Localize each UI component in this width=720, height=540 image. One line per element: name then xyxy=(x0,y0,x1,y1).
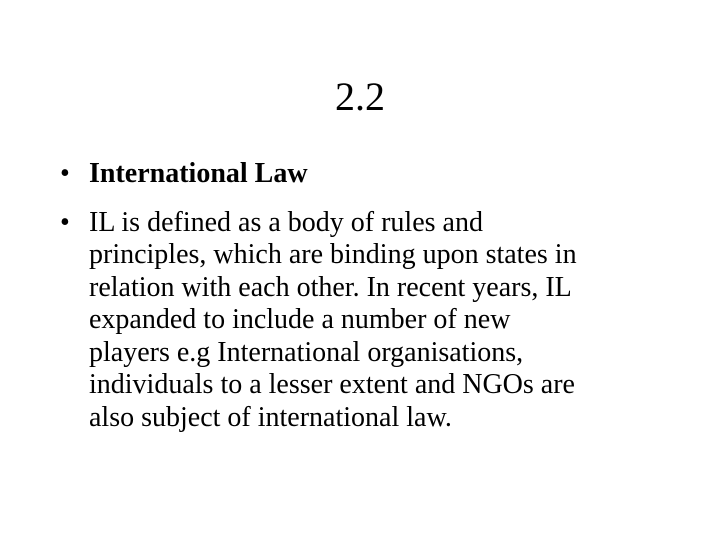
bullet-dot-icon: • xyxy=(60,206,70,238)
paragraph-line: also subject of international law. xyxy=(89,401,452,433)
paragraph-line: individuals to a lesser extent and NGOs are xyxy=(89,369,575,400)
paragraph-line: relation with each other. In recent years, IL xyxy=(89,271,572,303)
paragraph-line: principles, which are binding upon states in xyxy=(89,239,577,270)
bullet-dot-icon: • xyxy=(60,158,70,189)
paragraph-line: expanded to include a number of new xyxy=(89,304,511,335)
bullet-item-definition xyxy=(60,207,660,435)
bullet-list xyxy=(60,158,660,434)
bullet-item-heading xyxy=(60,158,660,191)
slide-title: 2.2 xyxy=(335,74,385,119)
paragraph-line: players e.g International organisations, xyxy=(89,336,524,368)
heading-text: International Law xyxy=(89,158,308,189)
paragraph-line: IL is defined as a body of rules and xyxy=(89,206,483,238)
